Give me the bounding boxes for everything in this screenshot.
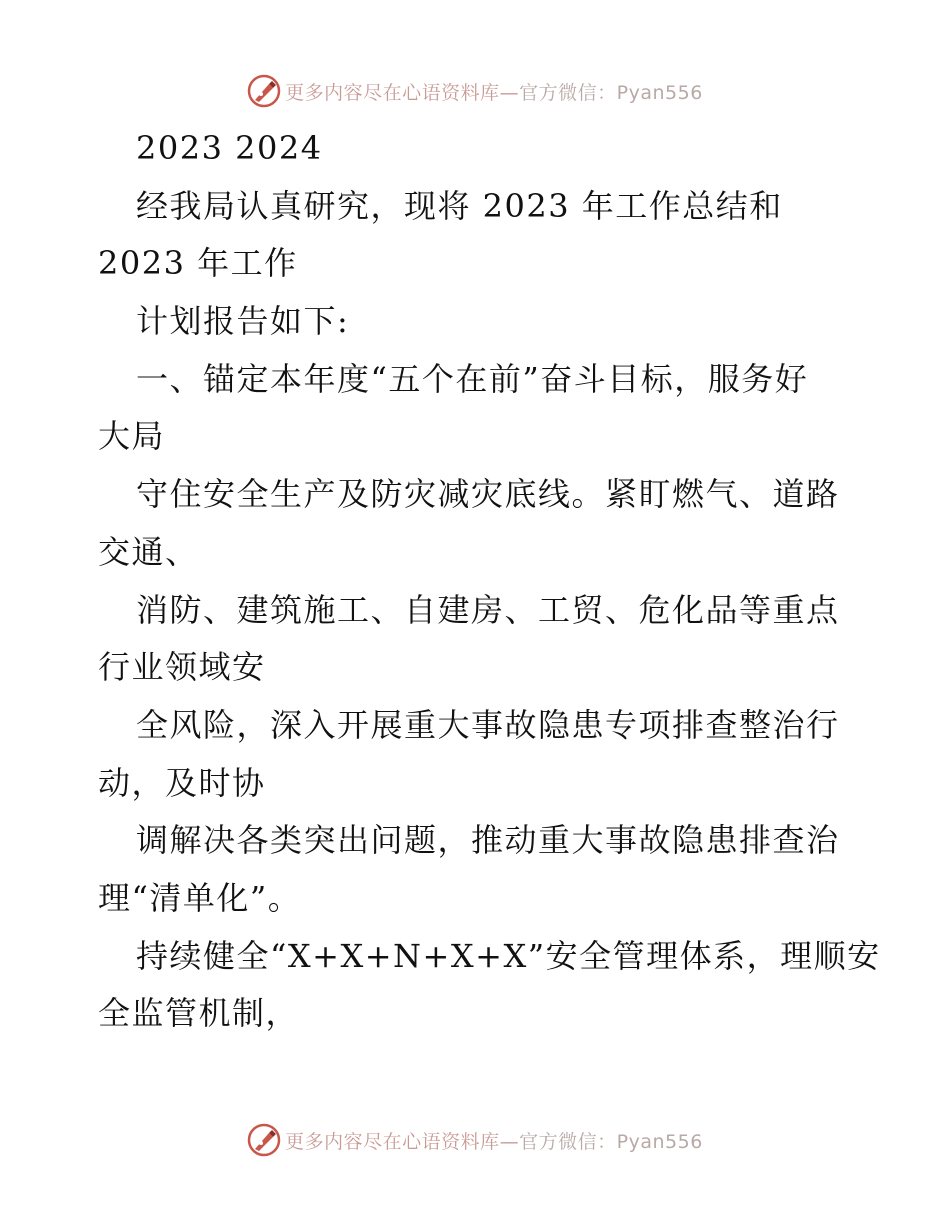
watermark-text: 更多内容尽在心语资料库—官方微信：Pyan556 xyxy=(285,1130,703,1153)
text-line: 一、锚定本年度“五个在前”奋斗目标，服务好 xyxy=(136,359,809,398)
pen-logo-icon xyxy=(247,74,281,108)
text-line: 理“清单化”。 xyxy=(98,878,302,917)
text-line: 消防、建筑施工、自建房、工贸、危化品等重点 xyxy=(136,590,840,629)
text-line: 计划报告如下: xyxy=(136,302,350,341)
text-line: 全监管机制， xyxy=(98,994,300,1033)
text-line: 交通、 xyxy=(98,532,199,571)
watermark-text: 更多内容尽在心语资料库—官方微信：Pyan556 xyxy=(285,81,703,104)
text-line: 持续健全“X+X+N+X+X”安全管理体系，理顺安 xyxy=(136,936,881,975)
text-line: 经我局认真研究，现将 2023 年工作总结和 xyxy=(136,186,783,225)
text-line: 大局 xyxy=(98,417,166,456)
document-body xyxy=(98,120,881,1043)
text-line: 调解决各类突出问题，推动重大事故隐患排查治 xyxy=(136,821,840,860)
text-line: 全风险，深入开展重大事故隐患专项排查整治行 xyxy=(136,705,840,744)
text-line: 2023 2024 xyxy=(136,129,323,167)
text-line: 2023 年工作 xyxy=(98,244,298,283)
text-line: 守住安全生产及防灾减灾底线。紧盯燃气、道路 xyxy=(136,475,840,514)
header-watermark xyxy=(0,71,950,111)
footer-watermark xyxy=(0,1120,950,1160)
text-line: 动，及时协 xyxy=(98,763,266,802)
pen-logo-icon xyxy=(247,1123,281,1157)
text-line: 行业领域安 xyxy=(98,648,266,687)
